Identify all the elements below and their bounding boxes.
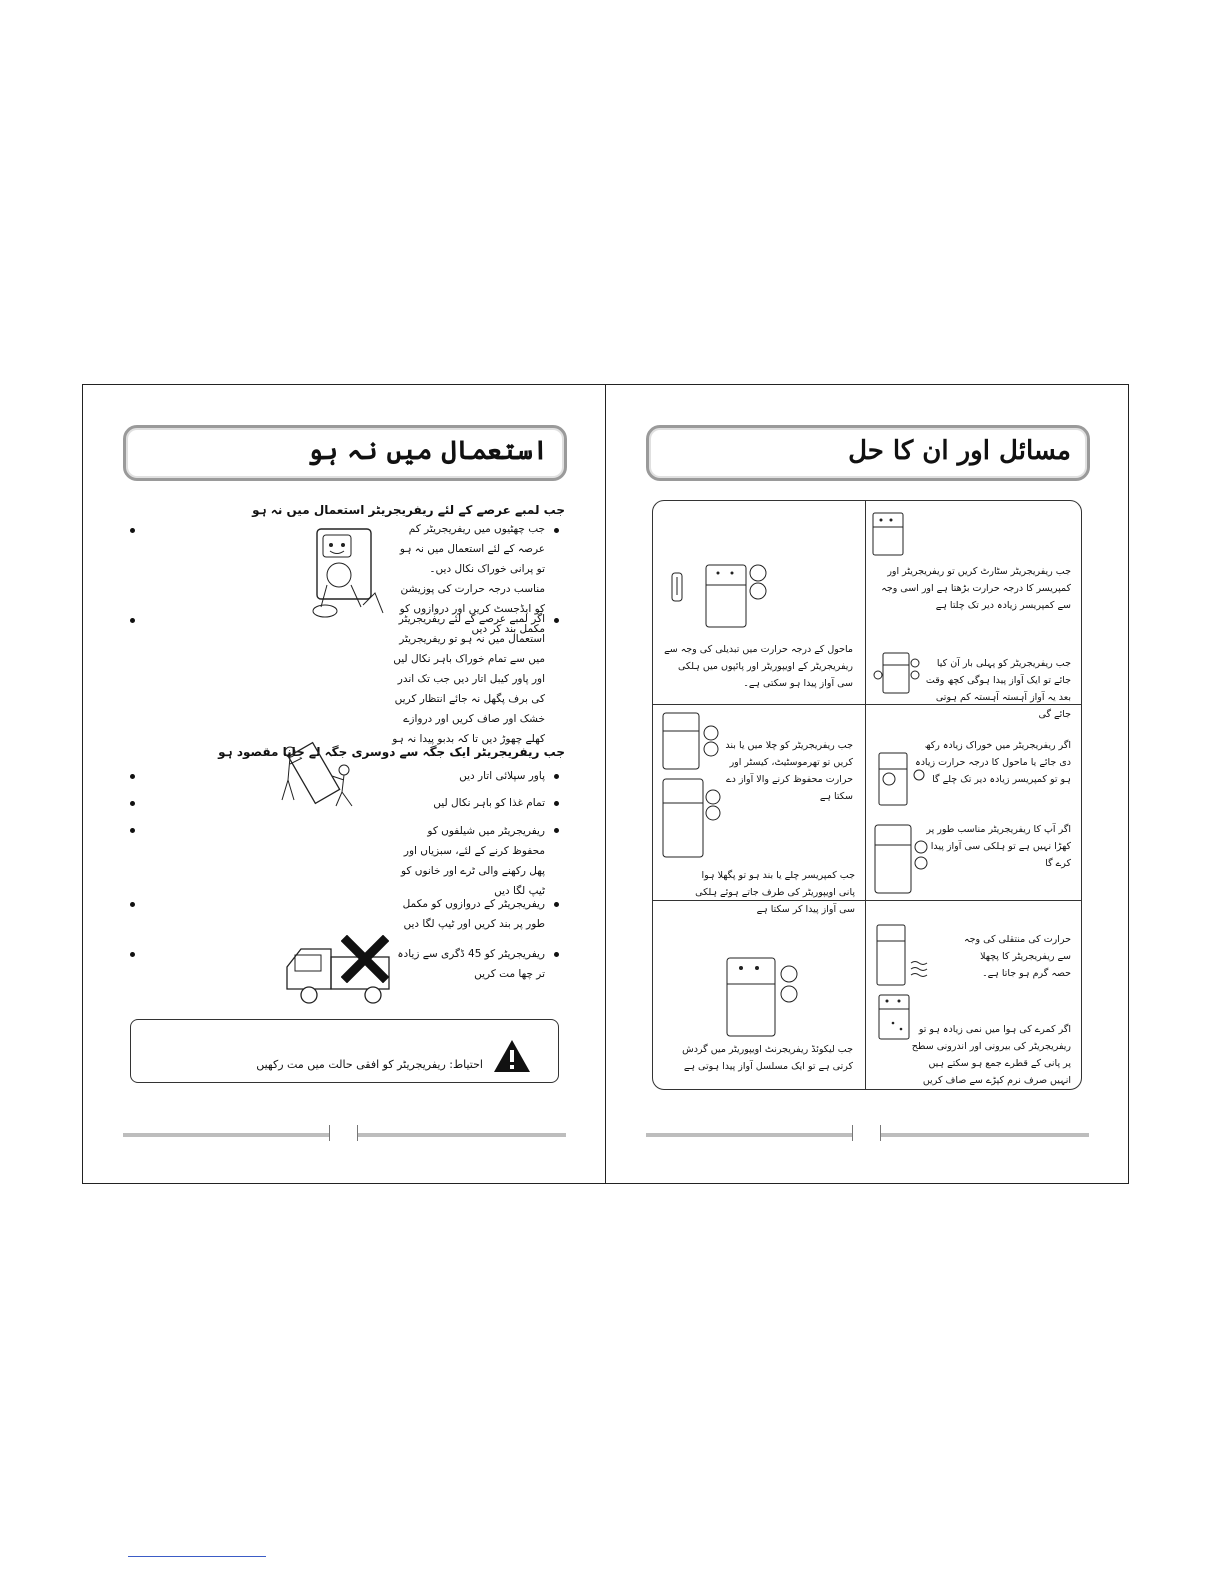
cell-r3-left: جب لیکوئڈ ریفریجرنٹ اویپوریٹر میں گردش کرتی ہے تو ایک مسلسل آواز پیدا ہوتی ہے [682,1044,853,1072]
cross-mark-icon [341,935,389,983]
fridge-icon [875,993,915,1041]
fridge-icon [723,956,803,1038]
left-page [83,385,605,1183]
fridge-icon [871,511,907,557]
section2-item-3: ریفریجریٹر میں شیلفوں کو محفوظ کرنے کے لئے، سبزیاں اور پھل رکھنے والی ٹرے اور خانوں کو ٹیپ لگا دیں [400,825,545,897]
bullet-marker [130,828,135,833]
cell-r1-right-b: جب ریفریجریٹر کو پہلی بار آن کیا جائے تو ایک آواز پیدا ہوگی کچھ وقت بعد یہ آواز آہستہ آہستہ کم ہوتی جائے گی [925,658,1071,720]
bullet-marker [554,952,559,957]
footer-line [358,1133,566,1137]
warning-box [130,1019,559,1083]
grid-divider [865,501,866,1089]
right-page-title: مسائل اور ان کا حل [848,436,1071,466]
cell-r2-left-b: جب کمپریسر چلے یا بند ہو تو پگھلا ہوا پانی اویپوریٹر کی طرف جاتے ہوئے ہلکی سی آواز پیدا کر سکتا ہے [695,870,855,915]
bullet-marker [130,952,135,957]
footer-line [123,1133,329,1137]
bullet-marker [130,774,135,779]
cell-r3-right-b: اگر کمرے کی ہوا میں نمی زیادہ ہو تو ریفریجریٹر کی بیرونی اور اندرونی سطح پر پانی کے قطرے جمع ہو سکتے ہیں انہیں صرف نرم کپڑے سے صاف کریں [911,1024,1071,1086]
left-title-bar [123,425,567,481]
fridge-icon [659,711,721,771]
section2-item-5: ریفریجریٹر کو 45 ڈگری سے زیادہ تر چھا مت کریں [397,948,545,980]
fridge-cleaning-figure [303,523,393,621]
fridge-icon [873,923,933,989]
manual-spread [82,384,1129,1184]
fridge-thermometer-figure [668,561,778,631]
cell-r2-right-a: اگر ریفریجریٹر میں خوراک زیادہ رکھ دی جائے یا ماحول کا درجہ حرارت زیادہ ہو تو کمپریسر زیادہ دیر تک چلے گا [915,740,1071,785]
warning-triangle-icon [492,1038,532,1078]
section2-heading: جب ریفریجریٹر ایک جگہ سے دوسری جگہ لے جانا مقصود ہو [218,745,565,759]
cell-r3-right-a: حرارت کی منتقلی کی وجہ سے ریفریجریٹر کا پچھلا حصہ گرم ہو جاتا ہے۔ [964,934,1071,979]
bottom-link-underline [128,1556,266,1557]
bullet-marker [554,902,559,907]
bullet-marker [554,774,559,779]
left-page-title: استعمال میں نہ ہو [307,436,548,466]
bullet-marker [554,828,559,833]
section2-item-2: تمام غذا کو باہر نکال لیں [433,797,545,809]
warning-text: احتیاط: ریفریجریٹر کو افقی حالت میں مت رکھیں [256,1058,483,1071]
footer-line [881,1133,1089,1137]
footer-tick [329,1125,330,1141]
fridge-icon [659,777,721,859]
bullet-marker [130,618,135,623]
section1-item-1: جب چھٹیوں میں ریفریجریٹر کم عرصہ کے لئے استعمال میں نہ ہو تو پرانی خوراک نکال دیں۔ مناسب درجہ حرارت کی پوزیشن کو ایڈجسٹ کریں اور دروازوں کو مکمل بند کر دیں [399,523,545,635]
cell-r2-right-b: اگر آپ کا ریفریجریٹر مناسب طور پر کھڑا نہیں ہے تو ہلکی سی آواز پیدا کرے گا [926,824,1071,869]
footer-tick [852,1125,853,1141]
bullet-marker [554,801,559,806]
bullet-marker [130,528,135,533]
section1-heading: جب لمبے عرصے کے لئے ریفریجریٹر استعمال میں نہ ہو [252,503,565,517]
moving-fridge-figure [278,740,368,810]
bullet-marker [130,902,135,907]
footer-line [646,1133,852,1137]
cell-r1-right-a: جب ریفریجریٹر سٹارٹ کریں تو ریفریجریٹر اور کمپریسر کا درجہ حرارت بڑھتا ہے اور اسی وجہ سے کمپریسر زیادہ دیر تک چلتا ہے [881,566,1071,611]
bullet-marker [554,528,559,533]
bullet-marker [130,801,135,806]
section1-item-2: اگر لمبے عرصے کے لئے ریفریجریٹر استعمال میں نہ ہو تو ریفریجریٹر میں سے تمام خوراک باہر نکال لیں اور پاور کیبل اتار دیں جب تک اندر کی برف پگھل نہ جائے انتظار کریں خشک اور صاف کریں اور دروازے کھلے چھوڑ دیں تا کہ بدبو پیدا نہ ہو [392,613,545,745]
right-title-bar [646,425,1090,481]
problems-grid [652,500,1082,1090]
bullet-marker [554,618,559,623]
section2-item-4: ریفریجریٹر کے دروازوں کو مکمل طور پر بند کریں اور ٹیپ لگا دیں [402,898,545,930]
right-page [606,385,1128,1183]
section2-item-1: پاور سپلائی اتار دیں [459,770,545,782]
cell-r2-left-a: جب ریفریجریٹر کو چلا میں یا بند کریں تو تھرموسٹیٹ، کیسٹر اور حرارت محفوظ کرنے والا آواز دے سکتا ہے [725,740,853,802]
cell-r1-left: ماحول کے درجہ حرارت میں تبدیلی کی وجہ سے ریفریجریٹر کے اویپوریٹر اور پائپوں میں ہلکی سی آواز پیدا ہو سکتی ہے۔ [664,644,853,689]
fridge-icon [873,651,923,695]
